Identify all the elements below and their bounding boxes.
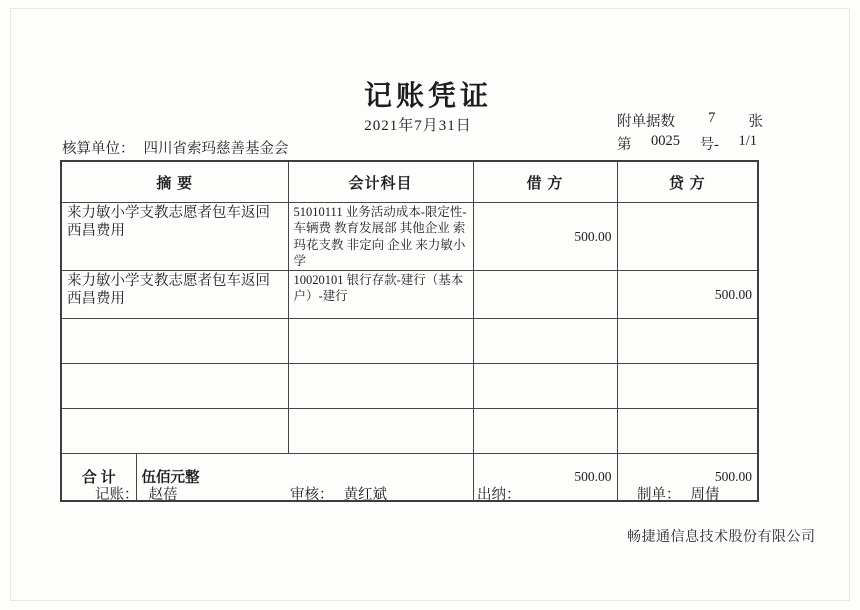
credit-cell (617, 409, 758, 454)
bookkeeper-signature (95, 483, 178, 504)
voucher-table (60, 160, 759, 502)
cashier-signature (477, 483, 531, 504)
debit-cell (473, 319, 617, 364)
header-summary: 摘 要 (61, 161, 288, 203)
bookkeeper-label: 记账： (95, 487, 139, 503)
software-company-name: 畅捷通信息技术股份有限公司 (627, 530, 816, 545)
table-header-row (61, 161, 758, 203)
summary-cell: 来力敏小学支教志愿者包车返回西昌费用 (61, 203, 288, 271)
credit-cell (617, 319, 758, 364)
attachment-count-line (617, 110, 763, 131)
subject-cell: 10020101 银行存款-建行（基本户）-建行 (288, 271, 473, 319)
attachment-label: 附单据数 (617, 114, 675, 130)
voucher-page-number: 1/1 (738, 133, 757, 149)
total-label: 合 计 (61, 454, 136, 501)
table-row (61, 203, 758, 271)
preparer-name: 周倩 (690, 487, 720, 503)
subject-cell: 51010111 业务活动成本-限定性-车辆费 教育发展部 其他企业 索玛花支教 非定向 企业 来力敏小学 (288, 203, 473, 271)
summary-cell (61, 364, 288, 409)
header-debit: 借 方 (473, 161, 617, 203)
reviewer-name: 黄红斌 (343, 487, 387, 503)
credit-cell (617, 364, 758, 409)
debit-cell (473, 409, 617, 454)
total-amount-in-words: 伍佰元整 (136, 454, 473, 501)
voucher-number: 0025 (651, 133, 681, 149)
total-debit-cell: 500.00 (473, 454, 617, 501)
cashier-label: 出纳： (477, 487, 521, 503)
total-credit-cell: 500.00 (617, 454, 758, 501)
subject-cell (288, 319, 473, 364)
table-row (61, 409, 758, 454)
accounting-unit-line (62, 137, 289, 158)
debit-cell: 500.00 (473, 203, 617, 271)
credit-cell (617, 203, 758, 271)
header-subject: 会计科目 (288, 161, 473, 203)
page-title: 记账凭证 (363, 81, 492, 112)
summary-cell (61, 319, 288, 364)
bookkeeper-name: 赵蓓 (148, 487, 178, 503)
voucher-number-suffix: 号- (699, 137, 719, 153)
summary-cell (61, 409, 288, 454)
accounting-unit-name: 四川省索玛慈善基金会 (143, 141, 289, 157)
preparer-signature (637, 483, 720, 504)
debit-cell (473, 271, 617, 319)
reviewer-label: 审核： (290, 487, 334, 503)
table-row (61, 364, 758, 409)
table-row (61, 319, 758, 364)
summary-cell: 来力敏小学支教志愿者包车返回西昌费用 (61, 271, 288, 319)
subject-cell (288, 364, 473, 409)
debit-cell (473, 364, 617, 409)
reviewer-signature (290, 483, 387, 504)
attachment-count: 7 (708, 110, 716, 126)
table-row (61, 271, 758, 319)
signature-line (0, 483, 860, 503)
voucher-number-prefix: 第 (617, 137, 632, 153)
voucher-number-line (617, 133, 757, 154)
header-credit: 贷 方 (617, 161, 758, 203)
preparer-label: 制单： (637, 487, 681, 503)
subject-cell (288, 409, 473, 454)
attachment-unit: 张 (748, 114, 763, 130)
credit-cell: 500.00 (617, 271, 758, 319)
accounting-unit-label: 核算单位： (62, 141, 135, 157)
voucher-date: 2021年7月31日 (364, 118, 472, 134)
